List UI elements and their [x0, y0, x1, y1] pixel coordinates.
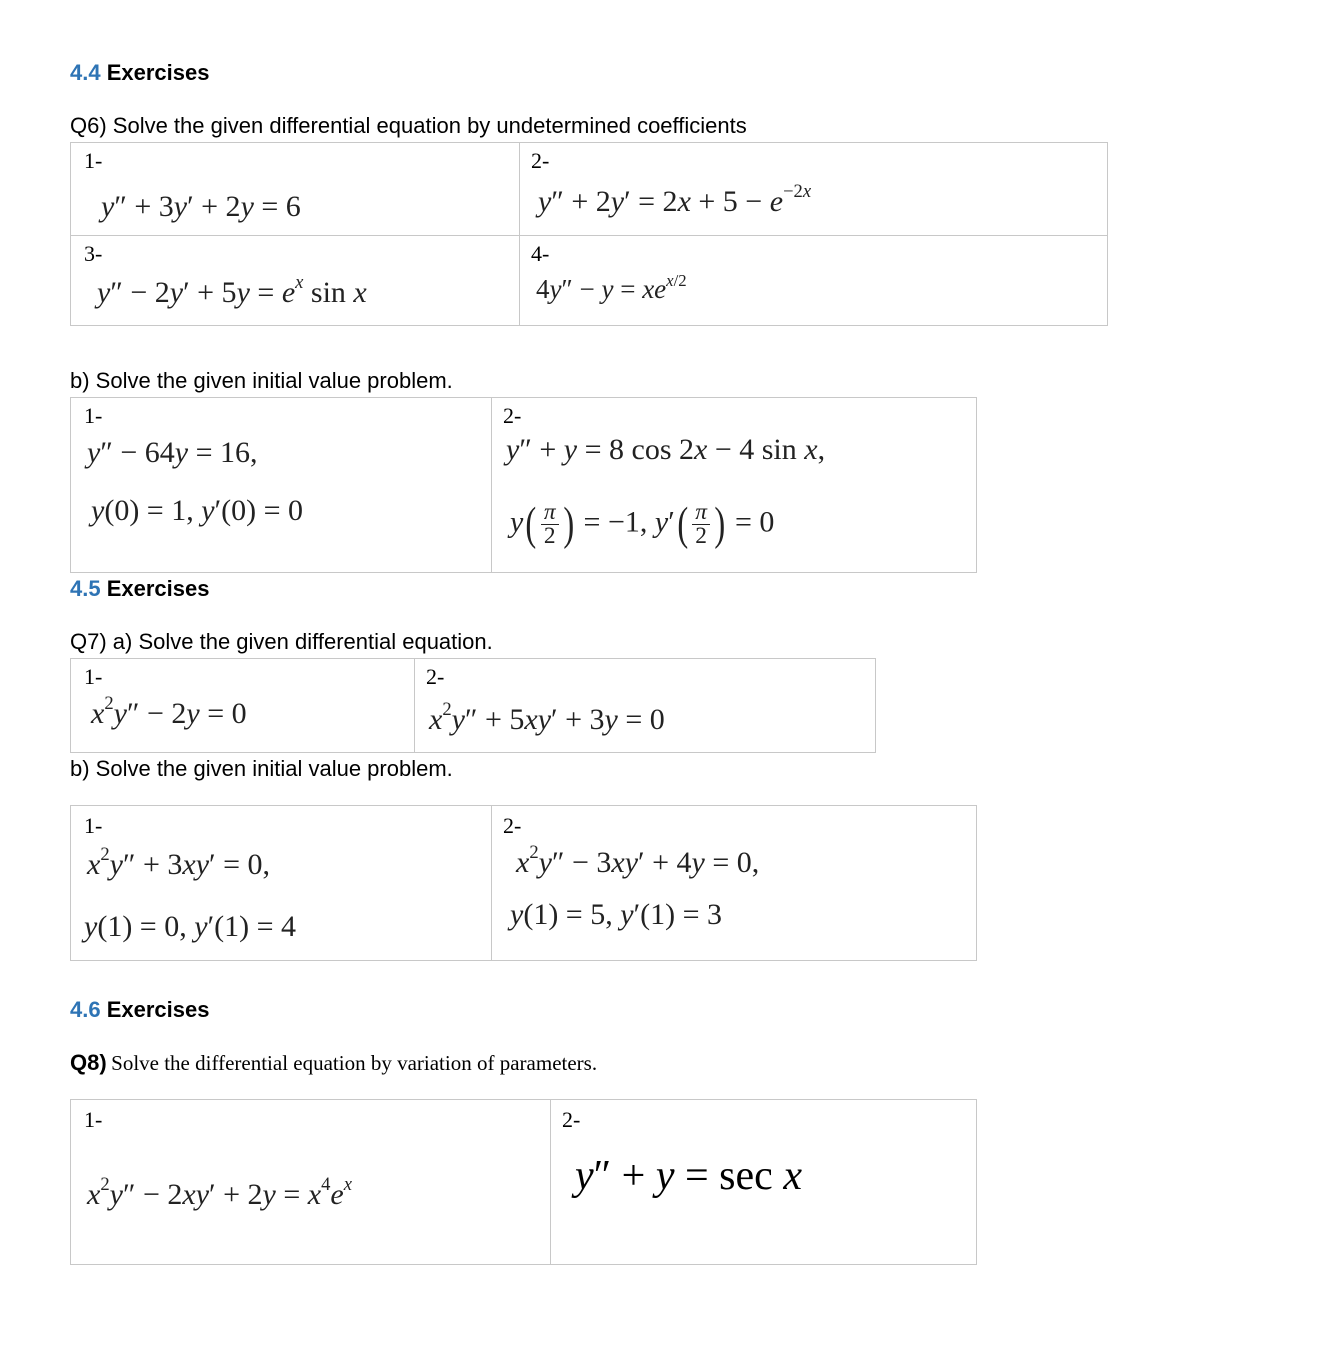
item-label: 2- [503, 403, 522, 428]
q8-text: Solve the differential equation by variation of parameters. [111, 1051, 598, 1075]
item-label: 2- [426, 664, 445, 689]
q7b-table [70, 805, 977, 961]
q8-equation-1: $x^2y'' - 2xy' + 2y = x^4e^x$ [87, 1174, 352, 1211]
q7b-equation-1: $x^2y'' + 3xy' = 0$, [87, 844, 270, 881]
section-number: 4.5 [70, 576, 101, 601]
q6b-condition-1: y(0) = 1, y′(0) = 0 [91, 494, 304, 527]
item-label: 1- [84, 148, 103, 173]
q6-prompt: Q6) Solve the given differential equation by undetermined coefficients [70, 113, 747, 138]
q8-cell-2 [551, 1100, 977, 1265]
q7-equation-1: $x^2y'' - 2y = 0$ [91, 693, 247, 730]
q6-cell-1 [71, 143, 520, 236]
q6-equation-1: y″ + 3y′ + 2y = 6 [101, 190, 301, 223]
q7-table [70, 658, 876, 753]
item-label: 2- [562, 1107, 581, 1132]
item-label: 1- [84, 1107, 103, 1132]
q7b-condition-2: y(1) = 5, y′(1) = 3 [510, 898, 723, 931]
q6b-cell-2 [492, 398, 977, 573]
q8-cell-1 [71, 1100, 551, 1265]
q7-cell-1 [71, 659, 415, 753]
q7-prompt: Q7) a) Solve the given differential equation. [70, 629, 493, 654]
q6-cell-2 [520, 143, 1108, 236]
item-label: 1- [84, 813, 103, 838]
item-label: 1- [84, 403, 103, 428]
q6b-equation-1: y″ − 64y = 16, [87, 436, 258, 469]
q7b-prompt: b) Solve the given initial value problem. [70, 756, 453, 781]
item-label: 2- [531, 148, 550, 173]
q8-prompt [70, 1050, 597, 1076]
q7-cell-2 [415, 659, 876, 753]
q6-cell-3 [71, 236, 520, 326]
q6b-table [70, 397, 977, 573]
item-label: 1- [84, 664, 103, 689]
q8-label: Q8) [70, 1050, 107, 1075]
section-number: 4.6 [70, 997, 101, 1022]
item-label: 2- [503, 813, 522, 838]
q7b-equation-2: $x^2y'' - 3xy' + 4y = 0$, [516, 842, 760, 879]
q6b-condition-2: y( $\frac{\pi}{2}$ ) = −1, y′( $\frac{\pi}{2}$ ) = 0 [510, 498, 775, 550]
section-number: 4.4 [70, 60, 101, 85]
item-label: 4- [531, 241, 550, 266]
q7b-condition-1: y(1) = 0, y′(1) = 4 [84, 910, 297, 943]
q6-table [70, 142, 1108, 326]
item-label: 3- [84, 241, 103, 266]
section-title: Exercises [106, 576, 210, 601]
q7b-cell-1 [71, 806, 492, 961]
q6b-cell-1 [71, 398, 492, 573]
section-heading-4-6 [70, 997, 209, 1023]
section-title: Exercises [106, 997, 210, 1022]
q6-equation-4: $4y'' - y = xe^{x/2}$ [536, 270, 687, 304]
q6b-prompt: b) Solve the given initial value problem. [70, 368, 453, 393]
q6b-equation-2: y″ + y = 8 cos 2x − 4 sin x, [506, 433, 826, 466]
q7b-cell-2 [492, 806, 977, 961]
q6-equation-3: $y'' - 2y' + 5y = e^x$ sin x [97, 272, 367, 309]
q7-equation-2: $x^2y'' + 5xy' + 3y = 0$ [429, 699, 665, 736]
q6-cell-4 [520, 236, 1108, 326]
q8-table [70, 1099, 977, 1265]
section-heading-4-5 [70, 576, 209, 602]
q8-equation-2: y″ + y = sec x [575, 1153, 802, 1199]
section-heading-4-4 [70, 60, 209, 86]
section-title: Exercises [106, 60, 210, 85]
q6-equation-2: $y'' + 2y' = 2x + 5 - e^{-2x}$ [538, 181, 812, 218]
